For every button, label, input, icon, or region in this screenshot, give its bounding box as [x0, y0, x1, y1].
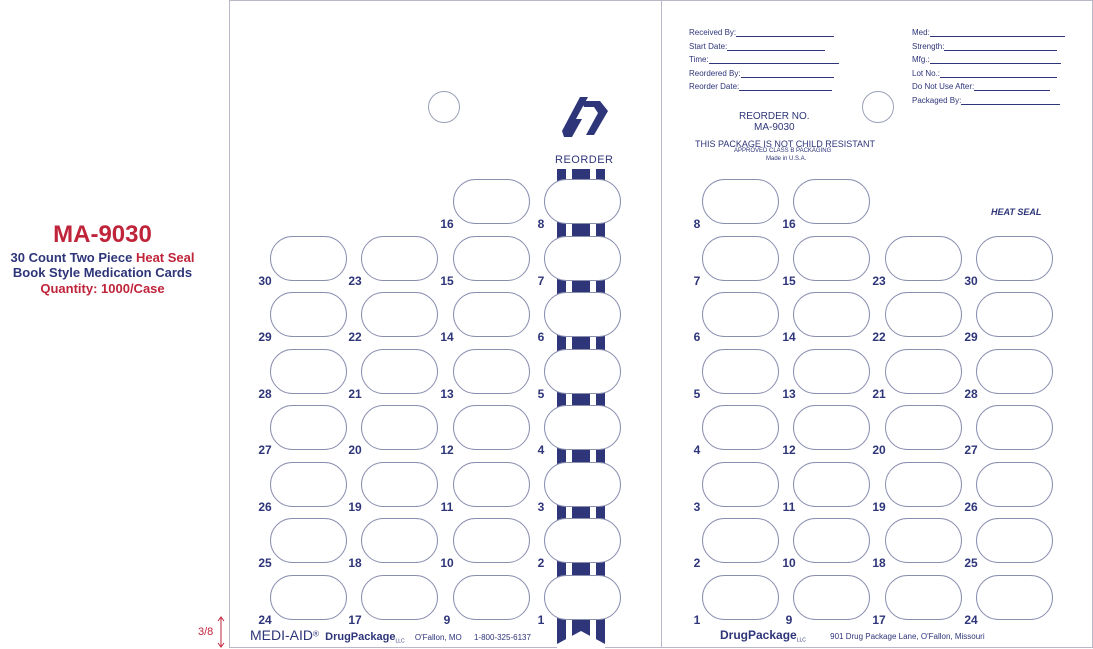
blister-number: 21	[348, 386, 362, 401]
blister-right-col1-row5	[702, 405, 779, 450]
blister-right-col2-row2	[793, 236, 870, 281]
blister-right-col3-row4	[885, 349, 962, 394]
blister-left-col3-row5	[453, 405, 530, 450]
blister-right-col2-row3	[793, 292, 870, 337]
blister-number: 20	[872, 443, 886, 457]
blister-right-col4-row8	[976, 575, 1053, 620]
blister-number: 6	[537, 330, 545, 344]
blister-right-col3-row5	[885, 405, 962, 450]
blister-number: 3	[537, 499, 545, 514]
blister-number: 25	[964, 556, 978, 570]
form-field-label: Med:	[912, 28, 930, 37]
blister-number: 1	[693, 612, 701, 627]
form-field	[689, 69, 834, 78]
form-field	[912, 55, 1061, 64]
blister-number: 12	[440, 443, 454, 457]
blister-number: 28	[964, 386, 978, 401]
blister-right-col2-row4	[793, 349, 870, 394]
left-footer	[250, 627, 531, 645]
form-field-label: Packaged By:	[912, 95, 962, 105]
blister-number: 8	[693, 217, 701, 231]
right-footer	[720, 628, 985, 644]
blister-right-col3-row2	[885, 236, 962, 281]
medi-aid-brand: MEDI-AID	[250, 627, 313, 643]
blister-right-col2-row7	[793, 518, 870, 563]
description-prefix: 30 Count Two Piece	[10, 250, 136, 265]
blister-left-col4-row3	[544, 292, 621, 337]
blister-number: 24	[964, 612, 978, 627]
form-field	[912, 82, 1050, 91]
blister-left-col1-row7	[270, 518, 347, 563]
blister-right-col1-row3	[702, 292, 779, 337]
blister-right-col1-row4	[702, 349, 779, 394]
blister-left-col1-row8	[270, 575, 347, 620]
blister-left-col4-row6	[544, 462, 621, 507]
drugpackage-brand: DrugPackage	[325, 631, 396, 643]
blister-number: 7	[537, 273, 545, 288]
form-field	[689, 42, 825, 51]
blister-number: 7	[693, 273, 701, 288]
blister-number: 23	[872, 273, 886, 288]
blister-left-col3-row7	[453, 518, 530, 563]
blister-number: 17	[348, 612, 362, 627]
blister-right-col4-row2	[976, 236, 1053, 281]
blister-number: 11	[782, 499, 796, 514]
blister-number: 26	[258, 499, 272, 514]
blister-number: 16	[440, 217, 454, 231]
blister-number: 12	[782, 443, 796, 457]
blister-right-col4-row3	[976, 292, 1053, 337]
blister-number: 19	[872, 499, 886, 514]
blister-number: 24	[258, 612, 272, 627]
blister-left-col4-row1	[544, 179, 621, 224]
blister-left-col1-row5	[270, 405, 347, 450]
blister-left-col2-row5	[361, 405, 438, 450]
blister-left-col4-row2	[544, 236, 621, 281]
form-field-line	[736, 28, 834, 37]
form-field-label: Lot No.:	[912, 68, 941, 78]
form-field	[689, 55, 839, 64]
description-line-1	[0, 250, 205, 265]
blister-left-col1-row2	[270, 236, 347, 281]
blister-number: 14	[782, 330, 796, 344]
left-card	[229, 0, 662, 648]
blister-number: 18	[872, 556, 886, 570]
blister-number: 19	[348, 499, 362, 514]
form-field	[912, 69, 1057, 78]
blister-number: 13	[440, 386, 454, 401]
description-line-2: Book Style Medication Cards	[12, 265, 193, 280]
blister-number: 6	[693, 330, 701, 344]
reorder-label: REORDER	[555, 154, 614, 166]
blister-number: 17	[872, 612, 886, 627]
blister-number: 5	[693, 386, 701, 401]
llc-mark-right: LLC	[796, 637, 806, 644]
blister-number: 13	[782, 386, 796, 401]
llc-mark: LLC	[395, 638, 405, 645]
blister-number: 1	[537, 612, 545, 627]
blister-number: 4	[693, 443, 701, 457]
heat-seal-logo-text: HEAT SEAL	[991, 207, 1042, 217]
form-field-line	[944, 42, 1057, 51]
hanger-hole-left	[428, 91, 460, 123]
blister-left-col4-row8	[544, 575, 621, 620]
blister-right-col1-row7	[702, 518, 779, 563]
blister-right-col1-row8	[702, 575, 779, 620]
form-field-label: Do Not Use After:	[912, 82, 975, 91]
form-field-line	[961, 96, 1060, 105]
registered-mark: ®	[313, 629, 319, 639]
form-field-label: Reorder Date:	[689, 82, 740, 91]
form-field-line	[741, 69, 834, 78]
blister-number: 9	[443, 612, 451, 627]
blister-right-col1-row1	[702, 179, 779, 224]
blister-right-col3-row6	[885, 462, 962, 507]
blister-number: 29	[258, 330, 272, 344]
blister-left-col1-row4	[270, 349, 347, 394]
blister-number: 20	[348, 443, 362, 457]
blister-number: 11	[440, 499, 454, 514]
form-field-label: Start Date:	[689, 41, 728, 51]
blister-left-col4-row7	[544, 518, 621, 563]
blister-number: 30	[964, 273, 978, 288]
blister-number: 8	[537, 217, 545, 231]
blister-number: 23	[348, 273, 362, 288]
blister-number: 10	[782, 556, 796, 570]
blister-number: 9	[785, 612, 793, 627]
right-card	[661, 0, 1093, 648]
form-field-label: Received By:	[689, 28, 737, 37]
footer-phone: 1-800-325-6137	[473, 633, 531, 642]
blister-left-col2-row3	[361, 292, 438, 337]
blister-left-col2-row2	[361, 236, 438, 281]
model-number: MA-9030	[53, 221, 152, 248]
form-field-label: Time:	[689, 55, 709, 64]
measure-arrow-icon	[215, 615, 227, 649]
blister-number: 29	[964, 330, 978, 344]
form-field	[689, 82, 832, 91]
form-field-line	[930, 28, 1066, 37]
heat-seal-highlight: Heat Seal	[135, 250, 195, 265]
form-field-line	[739, 82, 832, 91]
measure-label: 3/8	[198, 626, 214, 638]
quantity: Quantity: 1000/Case	[40, 281, 165, 296]
form-field-line	[940, 69, 1057, 78]
blister-number: 22	[348, 330, 362, 344]
blister-right-col3-row3	[885, 292, 962, 337]
blister-right-col2-row6	[793, 462, 870, 507]
blister-number: 5	[537, 386, 545, 401]
drugpackage-brand-right: DrugPackage	[720, 628, 797, 642]
blister-number: 2	[537, 556, 545, 570]
form-field	[912, 42, 1057, 51]
blister-right-col2-row5	[793, 405, 870, 450]
blister-right-col4-row5	[976, 405, 1053, 450]
blister-number: 14	[440, 330, 454, 344]
footer-address: 901 Drug Package Lane, O'Fallon, Missouri	[830, 632, 985, 641]
form-field-line	[930, 55, 1061, 64]
blister-number: 30	[258, 273, 272, 288]
blister-number: 16	[782, 217, 796, 231]
form-field-label: Reordered By:	[689, 68, 741, 78]
blister-left-col3-row3	[453, 292, 530, 337]
blister-right-col1-row2	[702, 236, 779, 281]
blister-left-col3-row6	[453, 462, 530, 507]
hanger-hole-right	[862, 91, 894, 123]
reorder-number-label: REORDER NO.	[739, 111, 810, 122]
blister-right-col2-row1	[793, 179, 870, 224]
blister-left-col2-row6	[361, 462, 438, 507]
blister-right-col4-row4	[976, 349, 1053, 394]
form-field	[689, 28, 834, 37]
reorder-number-value: MA-9030	[754, 122, 795, 133]
made-in-usa: Made in U.S.A.	[766, 156, 807, 162]
blister-right-col2-row8	[793, 575, 870, 620]
footer-location: O'Fallon, MO	[414, 633, 462, 642]
product-info	[0, 220, 205, 298]
form-field-label: Mfg.:	[912, 55, 930, 64]
blister-number: 21	[872, 386, 886, 401]
blister-number: 15	[782, 273, 796, 288]
form-field	[912, 96, 1060, 105]
blister-number: 2	[693, 556, 701, 570]
blister-right-col4-row7	[976, 518, 1053, 563]
blister-number: 18	[348, 556, 362, 570]
child-resistant-warning: THIS PACKAGE IS NOT CHILD RESISTANT	[695, 139, 876, 149]
blister-left-col1-row3	[270, 292, 347, 337]
form-field	[912, 28, 1065, 37]
blister-right-col4-row6	[976, 462, 1053, 507]
blister-left-col3-row1	[453, 179, 530, 224]
blister-number: 15	[440, 273, 454, 288]
form-field-line	[727, 42, 825, 51]
form-field-label: Strength:	[912, 41, 945, 51]
blister-left-col3-row4	[453, 349, 530, 394]
blister-number: 22	[872, 330, 886, 344]
blister-left-col3-row8	[453, 575, 530, 620]
blister-left-col3-row2	[453, 236, 530, 281]
approved-packaging: APPROVED CLASS B PACKAGING	[734, 148, 832, 154]
heat-seal-logo	[991, 207, 1041, 217]
blister-number: 27	[964, 443, 978, 457]
blister-number: 3	[693, 499, 701, 514]
blister-left-col2-row4	[361, 349, 438, 394]
blister-number: 25	[258, 556, 272, 570]
blister-left-col2-row8	[361, 575, 438, 620]
blister-number: 26	[964, 499, 978, 514]
blister-right-col1-row6	[702, 462, 779, 507]
blister-left-col4-row5	[544, 405, 621, 450]
blister-right-col3-row8	[885, 575, 962, 620]
blister-number: 10	[440, 556, 454, 570]
blister-left-col1-row6	[270, 462, 347, 507]
blister-left-col2-row7	[361, 518, 438, 563]
dp-logo-icon	[552, 93, 614, 139]
blister-right-col3-row7	[885, 518, 962, 563]
blister-number: 4	[537, 443, 545, 457]
blister-left-col4-row4	[544, 349, 621, 394]
form-field-line	[709, 55, 839, 64]
blister-number: 27	[258, 443, 272, 457]
blister-number: 28	[258, 386, 272, 401]
form-field-line	[974, 82, 1050, 91]
